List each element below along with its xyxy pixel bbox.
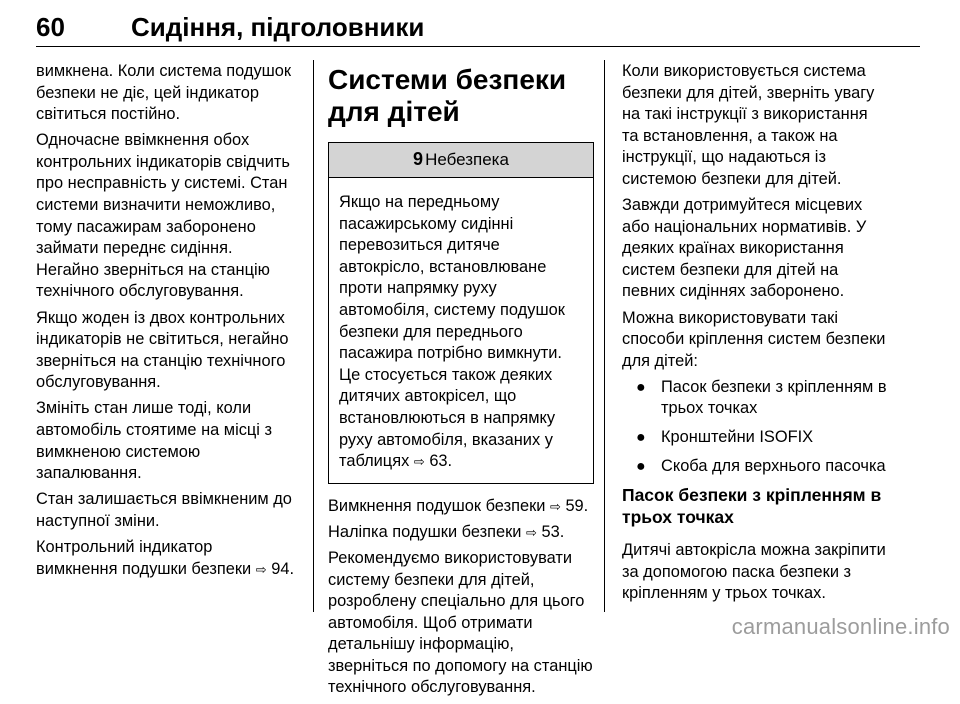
page-ref-link[interactable]: 63.: [429, 452, 453, 471]
reference-line: [328, 496, 594, 518]
section-title: Системи безпеки для дітей: [328, 64, 567, 127]
warning-header: [329, 143, 593, 178]
page-ref-arrow-icon: ⇨: [526, 524, 537, 540]
bullet-icon: ●: [636, 457, 646, 475]
page-ref-arrow-icon: ⇨: [549, 498, 561, 514]
warning-label: Небезпека: [425, 150, 509, 170]
bullet-icon: ●: [636, 378, 646, 396]
chapter-title: Сидіння, підголовники: [131, 12, 425, 42]
page-ref-arrow-icon: ⇨: [413, 454, 425, 470]
paragraph: Можна використовувати такі способи кріплення систем безпеки для дітей:: [622, 308, 886, 370]
paragraph: вимкнена. Коли система подушок безпеки не діє, цей індикатор світиться постійно.: [36, 62, 292, 124]
list-item: [622, 377, 888, 420]
paragraph: Коли використовується система безпеки для дітей, зверніть увагу на такі інструкції з використання та встановлення, а також на інструкції, що надаються із системою безпеки для дітей.: [622, 62, 875, 188]
list-item-text: Пасок безпеки з кріпленням в трьох точках: [661, 377, 887, 418]
paragraph: Завжди дотримуйтеся місцевих або національних нормативів. У деяких країнах використання систем безпеки для дітей на певних сидіннях заборонено.: [622, 196, 867, 301]
list-item-text: Кронштейни ISOFIX: [661, 428, 814, 446]
reference-line: [328, 522, 594, 544]
column-middle: [328, 61, 594, 704]
list-item: [622, 456, 888, 478]
column-right: [622, 61, 888, 609]
paragraph: Рекомендуємо використовувати систему безпеки для дітей, розроблену спеціально для цього автомобіля. Щоб отримати детальнішу інформацію, зверніться по допомогу на станцію технічного обслуговування.: [328, 548, 593, 697]
header-rule: [36, 46, 920, 47]
bullet-list: [622, 377, 888, 477]
paragraph: Якщо жоден із двох контрольних індикаторів не світиться, негайно зверніться на станцію технічного обслуговування.: [36, 308, 289, 392]
warning-box: [328, 142, 594, 484]
column-divider-2: [604, 60, 605, 612]
page-ref-link[interactable]: 53.: [541, 522, 565, 541]
paragraph-with-ref: [36, 537, 298, 580]
danger-icon: 9: [413, 149, 424, 170]
paragraph: Одночасне ввімкнення обох контрольних індикаторів свідчить про несправність у системі. Стан системи визначити неможливо, тому пасажирам заборонено займати переднє сидіння. Негайно зверніться на станцію технічного обслуговування.: [36, 131, 290, 301]
paragraph: Стан залишається ввімкненим до наступної зміни.: [36, 490, 292, 530]
reference-text: Наліпка подушки безпеки: [328, 522, 522, 541]
warning-text: Якщо на передньому пасажирському сидінні перевозиться дитяче автокрісло, встановлюване проти напрямку руху автомобіля, систему подушок безпеки для переднього пасажира потрібно вимкнути. Це стосується також деяких дитячих автокрісел, що встановлюються в напрямку руху автомобіля, вказаних у таблицях: [339, 193, 565, 471]
page-header: [36, 0, 920, 50]
bullet-icon: ●: [636, 429, 646, 446]
column-left: [36, 61, 298, 585]
warning-body: [329, 178, 593, 483]
page-ref-arrow-icon: ⇨: [255, 561, 267, 577]
list-item: [622, 427, 888, 449]
page-number: 60: [36, 12, 65, 42]
paragraph: Змініть стан лише тоді, коли автомобіль стоятиме на місці з вимкненою системою запалювання.: [36, 399, 273, 483]
paragraph: Дитячі автокрісла можна закріпити за допомогою паска безпеки з кріпленням у трьох точках.: [622, 541, 886, 603]
column-divider-1: [313, 60, 314, 612]
page-ref-link[interactable]: 94.: [271, 559, 295, 578]
paragraph-text: Контрольний індикатор вимкнення подушки безпеки: [36, 537, 252, 578]
list-item-text: Скоба для верхнього пасочка: [661, 456, 886, 475]
page-ref-link[interactable]: 59.: [565, 496, 589, 515]
reference-text: Вимкнення подушок безпеки: [328, 496, 546, 515]
subsection-title: Пасок безпеки з кріпленням в трьох точках: [622, 485, 882, 528]
watermark: carmanualsonline.info: [731, 614, 950, 639]
